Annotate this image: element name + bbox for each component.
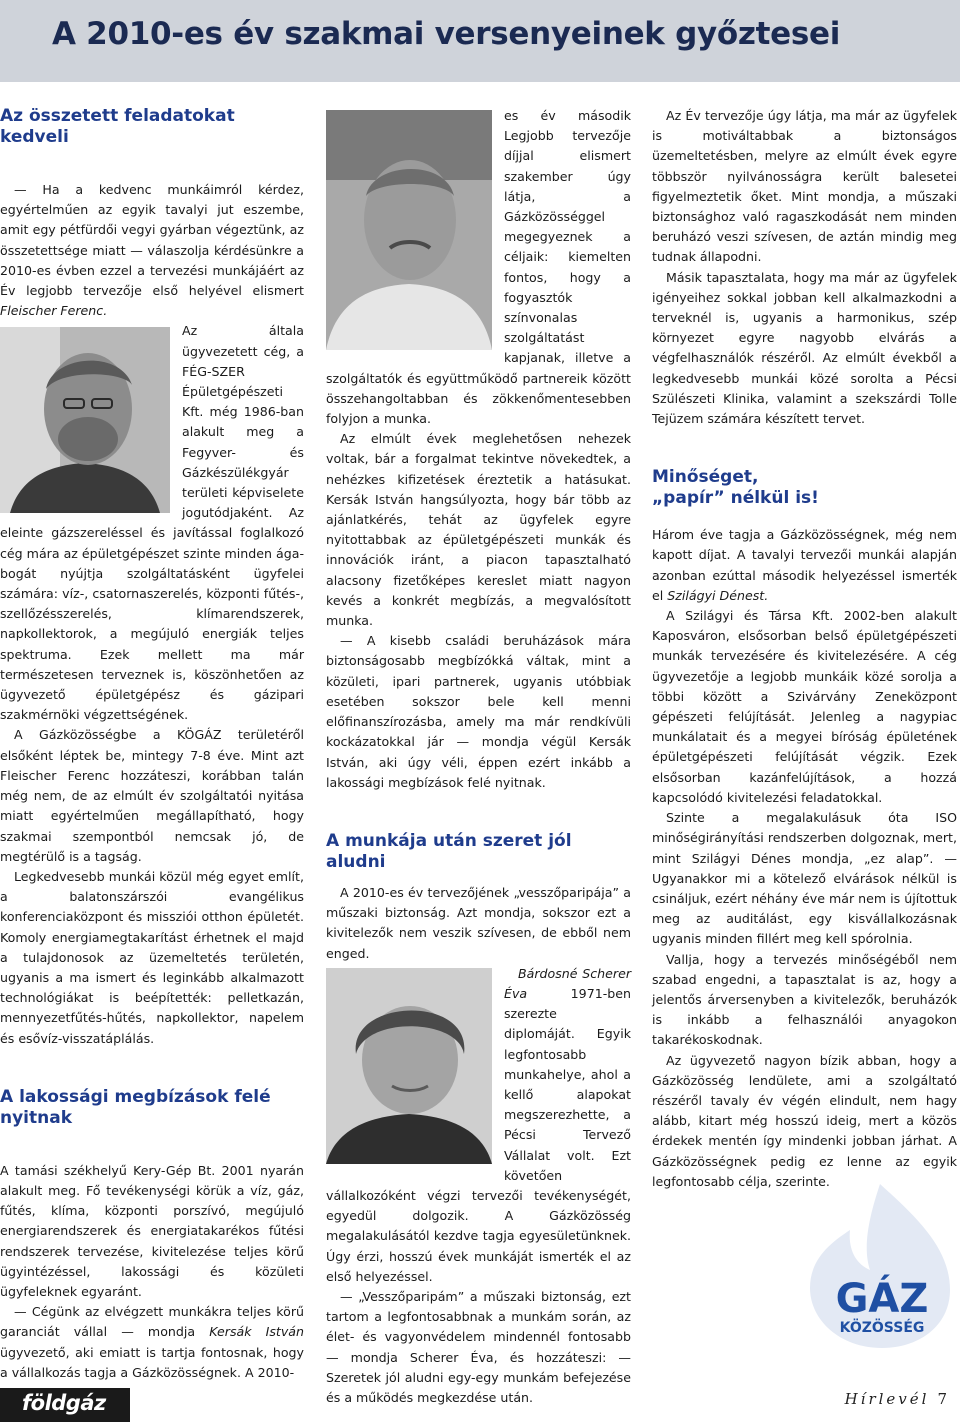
col3-paragraph-3: Három éve tagja a Gázközösségnek, még nem kapott díjat. A tavalyi tervezői munkái alapján azonban ezúttal második helyezéssel ismerték el Szilágyi Dénest. — [652, 527, 957, 603]
gazkozosseg-logo — [770, 1180, 955, 1350]
col1-paragraph-6: — Cégünk az elvégzett munkákra teljes körű garanciát vállal — mondja Kersák István ügyvezető, aki emiatt is tartja fontosnak, hogy a vállalkozás tagja a Gázközösségnek. A 2010- — [0, 1304, 304, 1380]
page-number: 7 — [937, 1390, 950, 1408]
col1-paragraph-1: — Ha a kedvenc munkáimról kérdez, egyértelműen az egyik tavalyi jut eszembe, amit egy pétfürdői vegyi gyárban végeztünk, az összetettsége miatt — válaszolja kérdésünkre a 2010-es évben ezzel a tervezési munkájáért az Év legjobb tervezője első helyével elismert Fleischer Ferenc. — [0, 182, 304, 319]
section-heading-1: Az összetett feladatokat kedveli — [0, 106, 235, 147]
portrait-scherer-photo — [326, 968, 492, 1164]
column-2 — [326, 106, 631, 1408]
col3-paragraph-2: Másik tapasztalata, hogy ma már az ügyfelek igényeihez sokkal jobban kell alkalmazkodni a terveknél is, ugyanis a harmonikus, szép környezet egyre nagyobb elvárás a végfelhasználók részéről. Az elmúlt évekből a legkedvesebb munkái közé sorolta a Pécsi Szülészeti Klinika, valamint a szekszárdi Tolle Tejüzem számára készített tervet. — [652, 269, 957, 427]
footer-page-info — [845, 1390, 950, 1408]
col3-paragraph-6: Vallja, hogy a tervezés minőségéből nem szabad engedni, a tapasztalat is az, hogy a jelentős árversenyben a kivitelezők, beruházók is inkább a felhasználói anyagokon takarékoskodnak. — [652, 951, 957, 1048]
section-heading-2: A lakossági megbízások felé nyitnak — [0, 1086, 271, 1128]
col2-paragraph-5: Bárdosné Scherer Éva 1971-ben szerezte diplomáját. Egyik legfontosabb munkahelye, ahol a kellő alapokat megszerezhette, a Pécsi Tervező Vállalat volt. Ezt követően vállalkozóként végzi tervezői tevékenységét, egyedül dolgozik. A Gázközösség megalakulásától kezdve tagja egyesületünknek. Úgy érzi, hosszú évek munkáját ismerték el az első helyezéssel. — [326, 965, 631, 1284]
col3-paragraph-5: Szinte a megalakulásuk óta ISO minőségirányítási rendszerben dolgoznak, mert, mint Szilágyi Dénes mondja, „ez alap”. — Ugyanakkor mi a kötelező elvárások nélkül is csináljuk, ezért néhány éve már nem is újítottuk meg az auditálást, egy kisvállalkozásnak ugyanis minden fillért meg kell spórolnia. — [652, 810, 958, 947]
col2-paragraph-4: A 2010-es év tervezőjének „vesszőparipája” a műszaki biztonság. Azt mondja, sokszor ezt a kivitelezők nem veszik szívesen, de ebből nem enged. — [326, 884, 631, 961]
newsletter-label: Hírlevél — [844, 1390, 930, 1408]
footer-brand-logo — [0, 1388, 130, 1422]
portrait-kersak-photo — [326, 110, 492, 350]
logo-text-gaz: GÁZ — [835, 1276, 929, 1322]
col2-paragraph-1: es év második Legjobb tervezője díjjal elismert szakember úgy látja, a Gázközösséggel megegyeznek a céljaik: kiemelten fontos, hogy a fogyasztók színvonalas szolgáltatást kapjanak, illetve a szolgáltatók és együttműködő partnereik között összehangoltabban és zökkenőmentesebben folyjon a munka. — [326, 108, 631, 427]
footer-brand-text: földgáz — [22, 1391, 106, 1415]
col2-paragraph-6: — „Vesszőparipám” a műszaki biztonság, ezt tartom a legfontosabbnak a munkám során, az élet- és vagyonvédelem mindennél fontosabb — mondja Scherer Éva, és hozzáteszi: — Szeretek jól aludni egy-egy munkám befejezése és a működés megkezdése után. — [326, 1288, 631, 1405]
col1-paragraph-3: A Gázközösségbe a KÖGÁZ területéről elsőként léptek be, mintegy 7-8 éve. Mint azt Fleischer Ferenc hozzáteszi, korábban talán még nem, de az elmúlt év szolgáltatói nyitása miatt egyértelműen megállapítható, hogy szakmai szempontból nemcsak jó, de megtérülő is a tagság. — [0, 727, 304, 864]
col3-paragraph-1: Az Év tervezője úgy látja, ma már az ügyfelek is motiváltabbak a biztonságos üzemeltetésben, melyre az elmúlt évek egyre többször nyilvánosságra került balesetei figyelmeztetik őket. Mint mondja, a műszaki biztonsághoz való ragaszkodását nem minden beruházó veszi szívesen, de aztán mindig meg tudnak állapodni. — [652, 108, 957, 265]
col2-paragraph-2: Az elmúlt évek meglehetősen nehezek voltak, bár a forgalmat tekintve növekedtek, a nehézkes kifizetések éreztetik a hatásukat. Kersák István hangsúlyozta, hogy bár több az ajánlatkérés, tehát az ügyfelek egyre nyitottabbak az épületgépészeti munkák és innovációk iránt, a piacon tapasztalható alacsony fizetőképes kereslet miatt nagyon kevés a konkrét megbízás, a megvalósított munka. — [326, 431, 631, 629]
section-heading-3: A munkája után szeret jól aludni — [326, 830, 572, 872]
col2-paragraph-3: — A kisebb családi beruházások mára biztonságosabb megbízókká váltak, mint a közületi, ipari partnerek, ugyanis utóbbiak esetében sokszor bele kell menni előfinanszírozásba, amely ma már rendkívüli kockázatokkal jár — mondja végül Kersák István, aki úgy véli, éppen ezért inkább a lakossági megbízások felé nyitnak. — [326, 633, 631, 790]
logo-text-kozosseg: KÖZÖSSÉG — [839, 1320, 925, 1336]
col1-paragraph-4: Legkedvesebb munkái közül még egyet említ, a balatonszárszói evangélikus konferenciaközpont és missziói otthon épületét. Komoly energiamegtakarítást érhetnek el majd a tulajdonosok az üzemeltetés területén, ugyanis a ma ismert és leginkább alkalmazott technológiákat is beépítették: pelletkazán, mennyezetfűtés-hűtés, napkollektor, napelem és esővíz-visszatáplálás. — [0, 868, 304, 1046]
column-3 — [652, 106, 957, 1192]
page-title: A 2010-es év szakmai versenyeinek győztesei — [52, 16, 841, 52]
col3-paragraph-7: Az ügyvezető nagyon bízik abban, hogy a Gázközösség lendülete, ami a szolgáltató részéről tavaly év végén elindult, nem hagy alább, kitart még hosszú ideig, mert a közös érdekek mentén így mindenki jobban járhat. A Gázközösségnek pedig ez lenne az egyik legfontosabb célja, szerinte. — [652, 1052, 957, 1189]
section-heading-4: Minőséget, „papír” nélkül is! — [652, 467, 819, 509]
col1-paragraph-5: A tamási székhelyű Kery-Gép Bt. 2001 nyarán alakult meg. Fő tevékenységi körük a víz, gáz, fűtés, klíma, központi porszívó, megújuló energiarendszerek és energiatakarékos fűtési rendszerek tervezése, kivitelezése teljes körű ügyintézéssel, lakossági és közületi ügyfeleknek egyaránt. — [0, 1162, 304, 1299]
portrait-fleischer-photo — [0, 327, 170, 513]
column-1 — [0, 106, 304, 1383]
col3-paragraph-4: A Szilágyi és Társa Kft. 2002-ben alakult Kaposváron, elsősorban belső épületgépészeti munkák tervezésére és kivitelezésére. A cég ügyvezetője a legjobb munkáik közé sorolja a többi között a Szivárvány Zeneközpont gépészeti felújítását. Jelenleg a nagypiac munkálatait és a megyei bíróság épületének épületgépészeti felújítását végzik. Ezek elsősorban kazánfelújítások, a hozzá kapcsolódó kivitelezési feladatokkal. — [652, 608, 957, 805]
col1-paragraph-2: Az általa ügyvezetett cég, a FÉG-SZER Épületgépészeti Kft. még 1986-ban alakult meg a Fegyver- és Gázkészülékgyár területi képviselete jogutódjaként. Az eleinte gázszereléssel és javítással foglalkozó cég mára az épületgépészet szinte minden ága-bogát nyújtja szolgáltatásként ügyfelei számára: víz-, csatornaszerelés, központi fűtés-, szellőzésszerelés, klímarendszerek, napkollektorok, a megújuló energiák teljes spektruma. Ezek mellett ma már természetesen terveznek is, köszönhetően az ügyvezető épületgépész és gázipari szakmérnöki végzettségének. — [0, 323, 304, 723]
